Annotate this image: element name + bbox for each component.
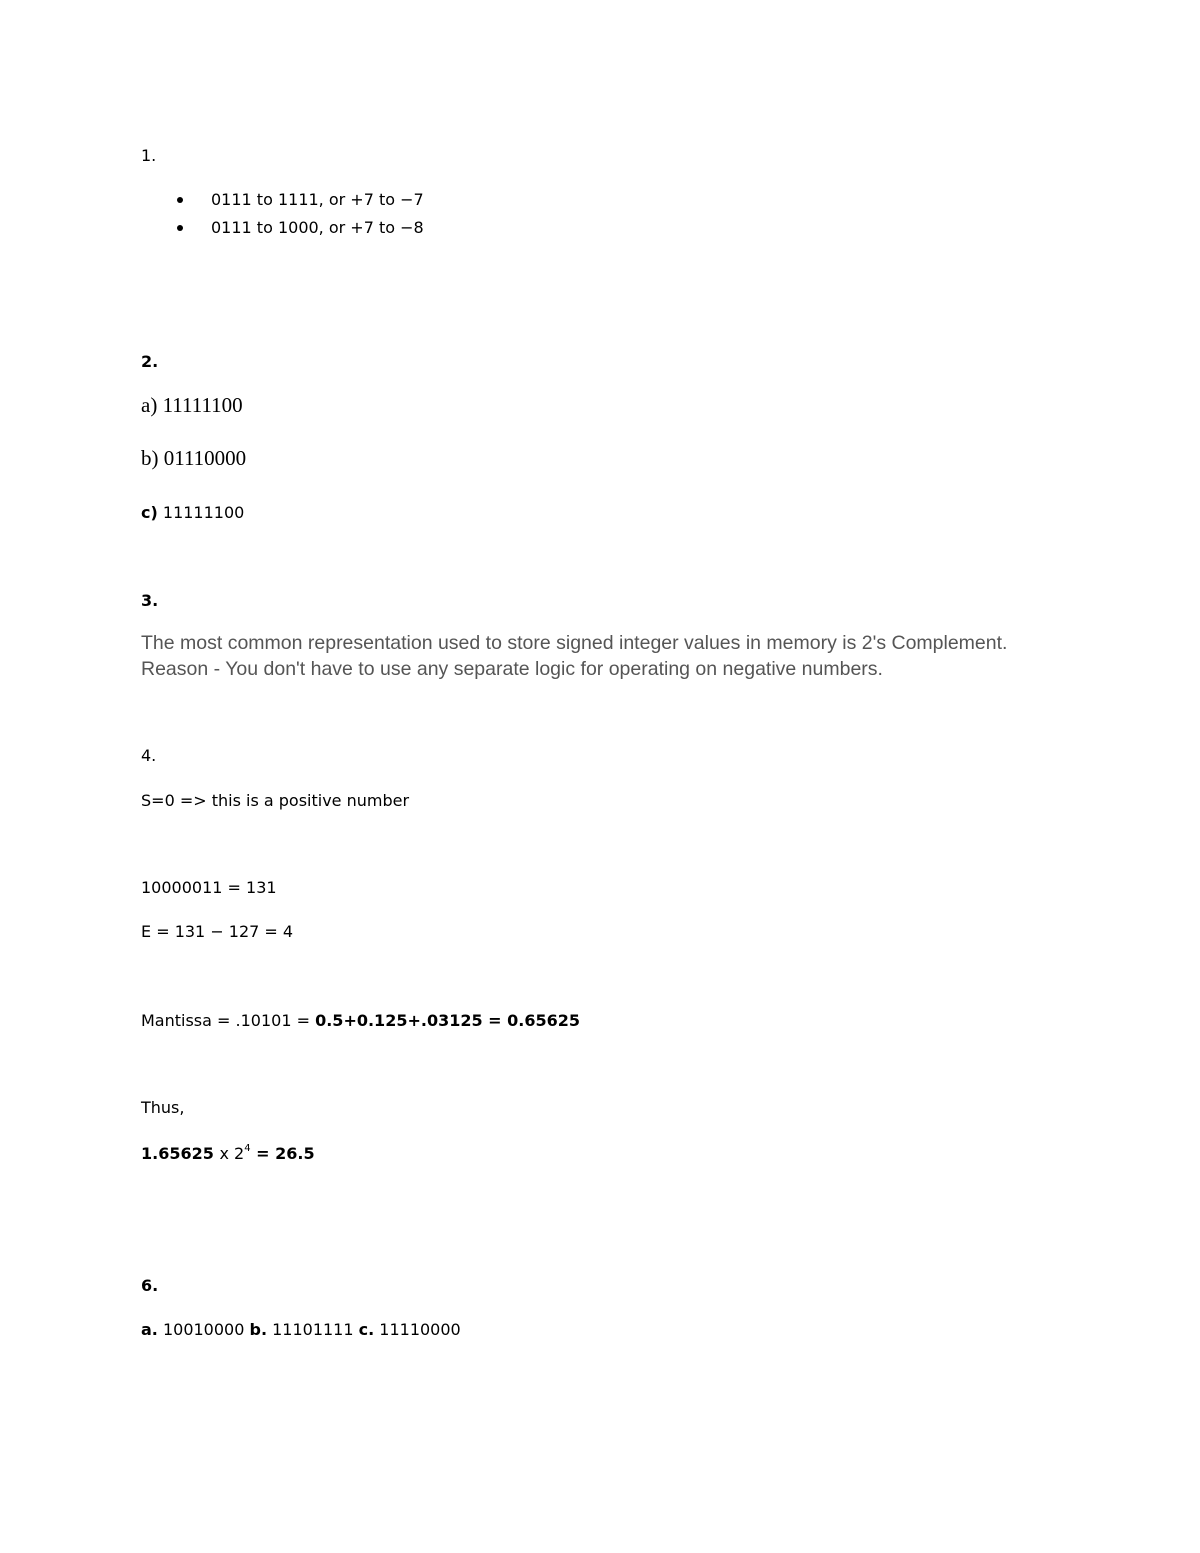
q2-number: 2. <box>141 352 159 371</box>
q2-answer-b: b) 01110000 <box>141 446 247 470</box>
q1-bullet-2: 0111 to 1000, or +7 to −8 <box>211 218 424 237</box>
q2-c-label: c) <box>141 503 158 522</box>
q6-b-label: b. <box>249 1320 268 1339</box>
q2-answer-c <box>141 503 244 523</box>
q3-line-2: Reason - You don't have to use any separate logic for operating on negative numbers. <box>141 658 883 680</box>
q1-number: 1. <box>141 146 157 165</box>
q4-result-value: = 26.5 <box>250 1144 315 1163</box>
q6-a-value: 10010000 <box>157 1320 250 1339</box>
q4-result-base: 1.65625 <box>141 1144 220 1163</box>
q1-bullet-1: 0111 to 1111, or +7 to −7 <box>211 190 424 209</box>
q6-b-value: 11101111 <box>267 1320 359 1339</box>
q6-c-value: 11110000 <box>374 1320 461 1339</box>
q4-mantissa <box>141 1011 580 1031</box>
q4-mantissa-label: Mantissa = .10101 = <box>141 1011 316 1030</box>
q4-mantissa-value: 0.5+0.125+.03125 = 0.65625 <box>315 1011 581 1030</box>
q6-number: 6. <box>141 1276 159 1295</box>
q4-exponent-bits: 10000011 = 131 <box>141 878 277 897</box>
q6-a-label: a. <box>141 1320 158 1339</box>
q4-number: 4. <box>141 746 157 765</box>
q2-answer-a: a) 11111100 <box>141 393 243 417</box>
q4-result-exp: 4 <box>244 1142 251 1154</box>
bullet-icon <box>177 225 183 231</box>
q4-thus: Thus, <box>141 1098 185 1117</box>
q6-c-label: c. <box>358 1320 375 1339</box>
q4-result <box>141 1144 315 1164</box>
q4-result-x: x 2 <box>219 1144 245 1163</box>
q3-number: 3. <box>141 591 159 610</box>
q6-answers <box>141 1320 461 1340</box>
q3-line-1: The most common representation used to store signed integer values in memory is 2's Complement. <box>141 632 1008 654</box>
q2-c-value: 11111100 <box>157 503 245 522</box>
q4-sign: S=0 => this is a positive number <box>141 791 410 810</box>
bullet-icon <box>177 197 183 203</box>
q4-exponent: E = 131 − 127 = 4 <box>141 922 294 941</box>
